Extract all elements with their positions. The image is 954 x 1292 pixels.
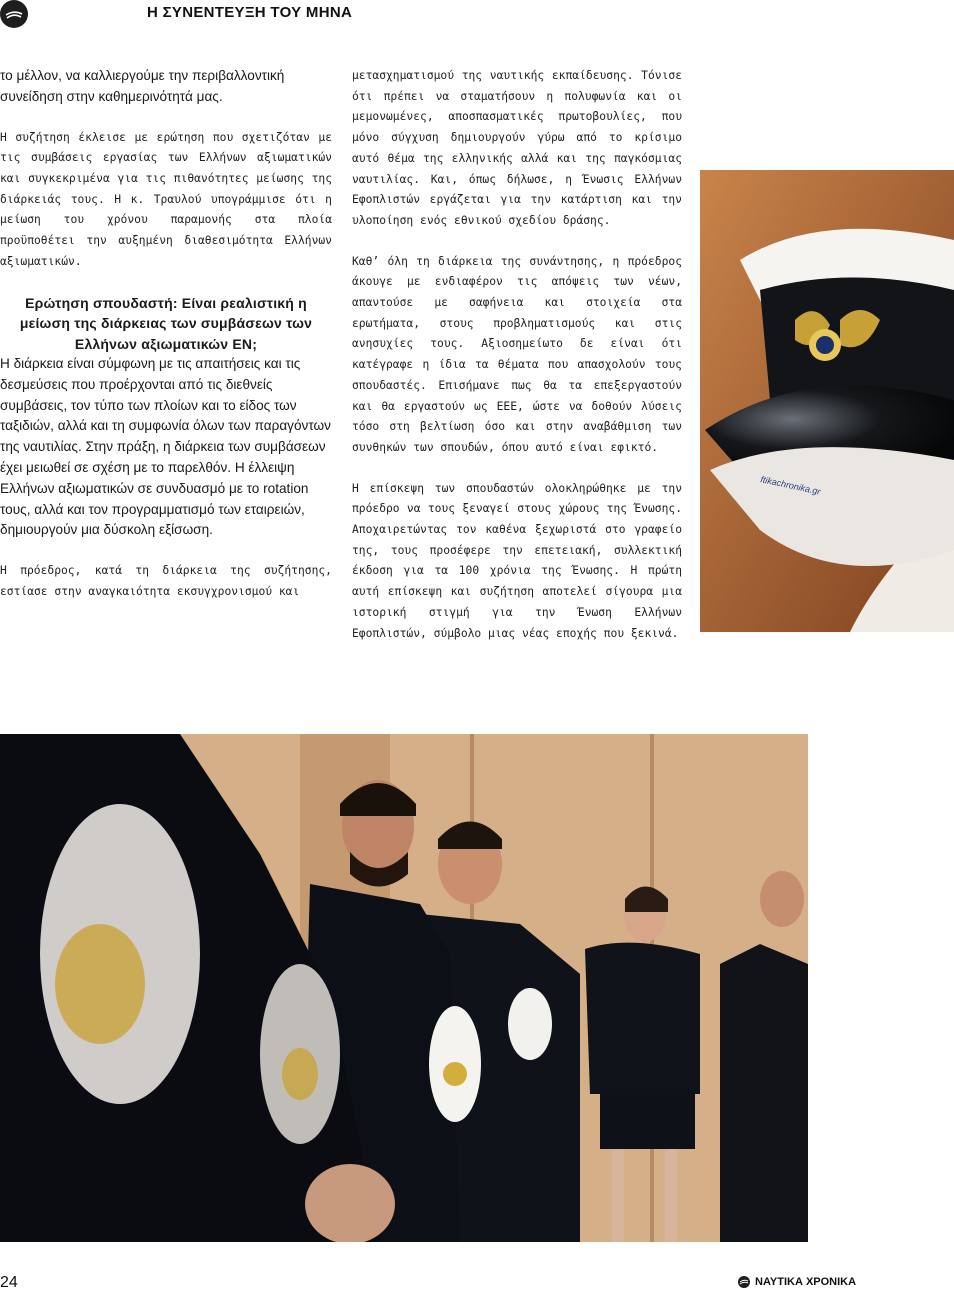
paragraph: Η συζήτηση έκλεισε με ερώτηση που σχετιζόταν με τις συμβάσεις εργασίας των Ελλήνων αξιωματικών και συγκεκριμένα για τις πιθανότητες μείωσης της διάρκειάς τους. Η κ. Τραυλού υπογράμμισε ότι η μείωση του χρόνου παραμονής στα πλοία προϋποθέτει την αυξημένη διαθεσιμότητα Ελλήνων αξιωματικών. bbox=[0, 130, 332, 268]
nautika-chronika-logo-icon bbox=[738, 1276, 750, 1288]
article-column-2 bbox=[352, 66, 682, 644]
paragraph: Η πρόεδρος, κατά τη διάρκεια της συζήτησης, εστίασε στην αναγκαιότητα εκσυγχρονισμού και bbox=[0, 564, 332, 598]
brand-name: ΝΑΥΤΙΚΑ ΧΡΟΝΙΚΑ bbox=[755, 1276, 857, 1288]
cadets-photo bbox=[0, 734, 808, 1242]
article-column-1 bbox=[0, 66, 332, 603]
section-title: Η ΣΥΝΕΝΤΕΥΞΗ ΤΟΥ ΜΗΝΑ bbox=[147, 4, 353, 21]
interview-question: Ερώτηση σπουδαστή: Είναι ρεαλιστική η μείωση της διάρκειας των συμβάσεων των Ελλήνων αξιωματικών ΕΝ; bbox=[19, 294, 313, 352]
lede-text: το μέλλον, να καλλιεργούμε την περιβαλλοντική συνείδηση στην καθημερινότητά μας. bbox=[0, 68, 285, 104]
nautika-chronika-logo-icon bbox=[0, 0, 28, 28]
footer-brand bbox=[738, 1276, 856, 1288]
paragraph: Καθ’ όλη τη διάρκεια της συνάντησης, η πρόεδρος άκουγε με ενδιαφέρον τις απόψεις των νέων, απαντούσε με σαφήνεια και στοιχεία στα ερωτήματα, στους προβληματισμούς και στις ανησυχίες τους. Αξιοσημείωτο δε είναι ότι κατέγραφε η ίδια τα θέματα που απασχολούν τους σπουδαστές. Επισήμανε πως θα τα επεξεργαστούν και θα εργαστούν ως ΕΕΕ, ώστε να δοθούν λύσεις τόσο στη βελτίωση όσο και στην αναβάθμιση των συνθηκών των σπουδών, όπου αυτό είναι εφικτό. bbox=[352, 254, 682, 454]
officer-cap-photo bbox=[700, 170, 954, 632]
paragraph: Η επίσκεψη των σπουδαστών ολοκληρώθηκε με την πρόεδρο να τους ξεναγεί στους χώρους της Ένωσης. Αποχαιρετώντας τον καθένα ξεχωριστά στο γραφείο της, τους προσέφερε την επετειακή, συλλεκτική έκδοση για τα 100 χρόνια της Ένωσης. Η πρώτη αυτή επίσκεψη και συζήτηση αποτελεί σίγουρα μια ιστορική στιγμή για την Ένωση Ελλήνων Εφοπλιστών, σύμβολο μιας νέας εποχής που ξεκινά. bbox=[352, 481, 682, 640]
cap-label: ftikachronika.gr bbox=[759, 474, 822, 497]
interview-answer: Η διάρκεια είναι σύμφωνη με τις απαιτήσεις και τις δεσμεύσεις που προέρχονται από τις διεθνείς συμβάσεις, τον τύπο των πλοίων και το είδος των ταξιδιών, αλλά και τη συμφωνία όλων των παραγόντων της ναυτιλίας. Στην πράξη, η διάρκεια των συμβάσεων έχει μειωθεί σε σχέση με το παρελθόν. Η έλλειψη Ελλήνων αξιωματικών σε συνδυασμό με το rotation τους, αλλά και τον προγραμματισμό των εταιρειών, δημιουργούν μια δύσκολη εξίσωση. bbox=[0, 356, 331, 538]
page-number: 24 bbox=[0, 1274, 18, 1291]
paragraph: μετασχηματισμού της ναυτικής εκπαίδευσης. Τόνισε ότι πρέπει να σταματήσουν η πολυφωνία και οι μεμονωμένες, αποσπασματικές πρωτοβουλίες, που μόνο σύγχυση δημιουργούν γύρω από το κρίσιμο αυτό θέμα της ελληνικής αλλά και της παγκόσμιας ναυτιλίας. Και, όπως δήλωσε, η Ένωσις Ελλήνων Εφοπλιστών εργάζεται για την κατάρτιση και την υλοποίηση ενός εθνικού σχεδίου δράσης. bbox=[352, 69, 682, 227]
